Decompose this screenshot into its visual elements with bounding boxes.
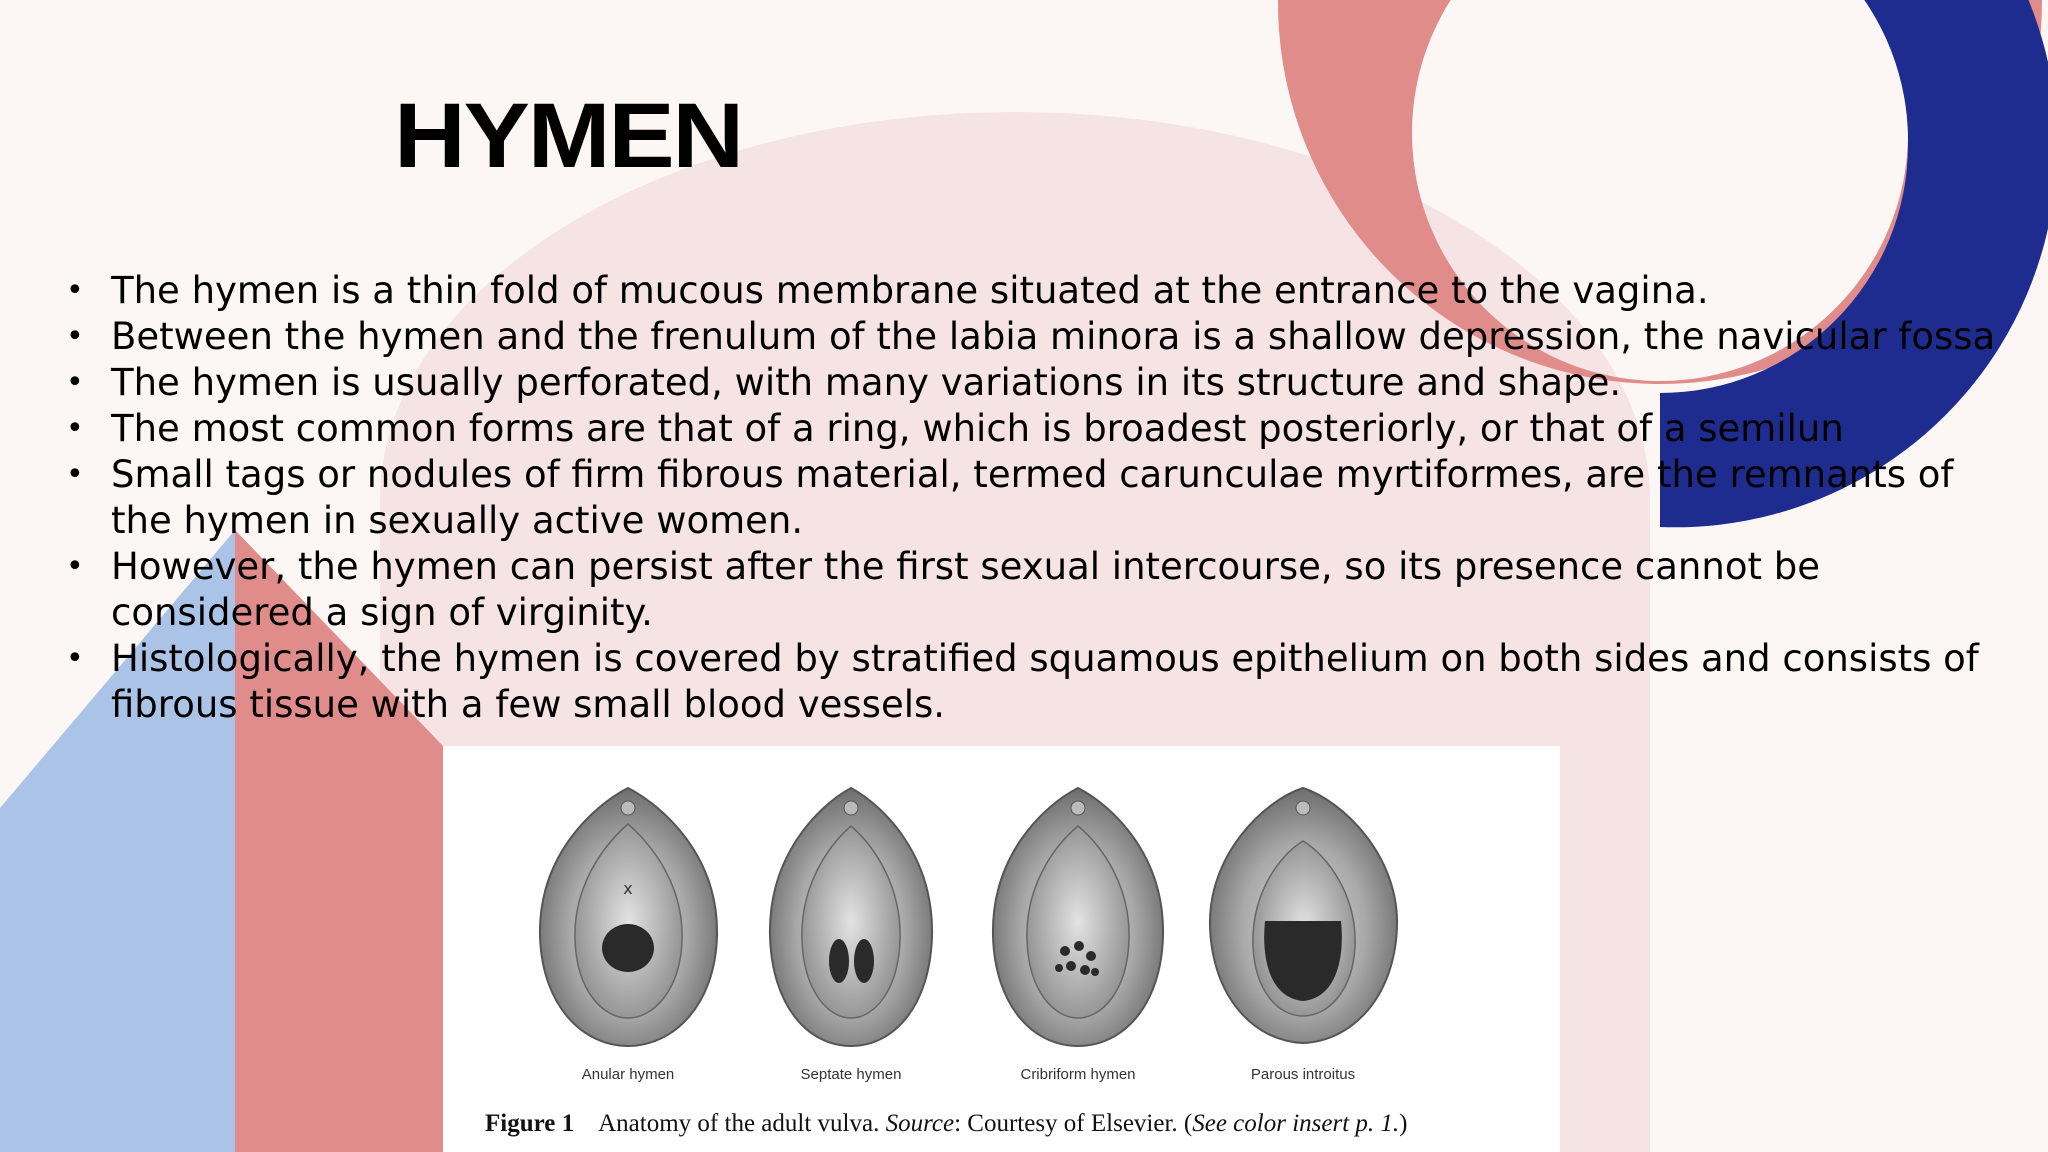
anatomy-figure [443, 746, 1560, 1152]
slide-title: HYMEN [394, 85, 743, 187]
bullet-dot: • [66, 457, 84, 492]
parous-introitus-illustration [1210, 788, 1397, 1043]
figure-label-parous: Parous introitus [1250, 1066, 1356, 1083]
figure-label-cribriform: Cribriform hymen [1020, 1066, 1136, 1083]
figure-label-anular: Anular hymen [581, 1066, 675, 1083]
anular-hymen-illustration [540, 788, 717, 1046]
septate-hymen-illustration [770, 788, 932, 1046]
bullet-item [60, 636, 2000, 728]
bullet-text: The hymen is a thin fold of mucous membrane situated at the entrance to the vagina. [111, 269, 1709, 312]
bullet-list [60, 268, 2000, 728]
figure-caption [485, 1110, 1407, 1138]
bullet-text: However, the hymen can persist after the first sexual intercourse, so its presence cannot be considered a sign of virginity. [111, 545, 1820, 634]
bullet-text: Between the hymen and the frenulum of the labia minora is a shallow depression, the navicular fossa [111, 315, 1996, 358]
bullet-item [60, 360, 2000, 406]
anatomy-illustrations [443, 746, 1560, 1076]
bullet-dot: • [66, 319, 84, 354]
bullet-dot: • [66, 365, 84, 400]
bullet-text: The most common forms are that of a ring, which is broadest posteriorly, or that of a semilun [111, 407, 1844, 450]
figure-label-septate: Septate hymen [800, 1066, 902, 1083]
bullet-dot: • [66, 411, 84, 446]
figure-source-text: : Courtesy of Elsevier. ( [954, 1110, 1193, 1137]
figure-caption-close: ) [1399, 1110, 1408, 1137]
figure-caption-text: Anatomy of the adult vulva. [598, 1110, 880, 1137]
figure-number: Figure 1 [485, 1110, 575, 1137]
bullet-dot: • [66, 273, 84, 308]
bullet-item [60, 268, 2000, 314]
bullet-dot: • [66, 549, 84, 584]
bullet-text: The hymen is usually perforated, with many variations in its structure and shape. [111, 361, 1622, 404]
bullet-text: Small tags or nodules of firm fibrous material, termed carunculae myrtiformes, are the remnants of the hymen in sexually active women. [111, 453, 1954, 542]
figure-source-label: Source [885, 1110, 955, 1137]
bullet-dot: • [66, 641, 84, 676]
figure-insert-note: See color insert p. 1. [1192, 1110, 1400, 1137]
bullet-text: Histologically, the hymen is covered by stratified squamous epithelium on both sides and consists of fibrous tissue with a few small blood vessels. [111, 637, 1979, 726]
svg-text:x: x [623, 879, 633, 898]
bullet-item [60, 406, 2000, 452]
bullet-item [60, 544, 2000, 636]
cribriform-hymen-illustration [993, 788, 1163, 1046]
bullet-item [60, 452, 2000, 544]
bullet-item [60, 314, 2000, 360]
